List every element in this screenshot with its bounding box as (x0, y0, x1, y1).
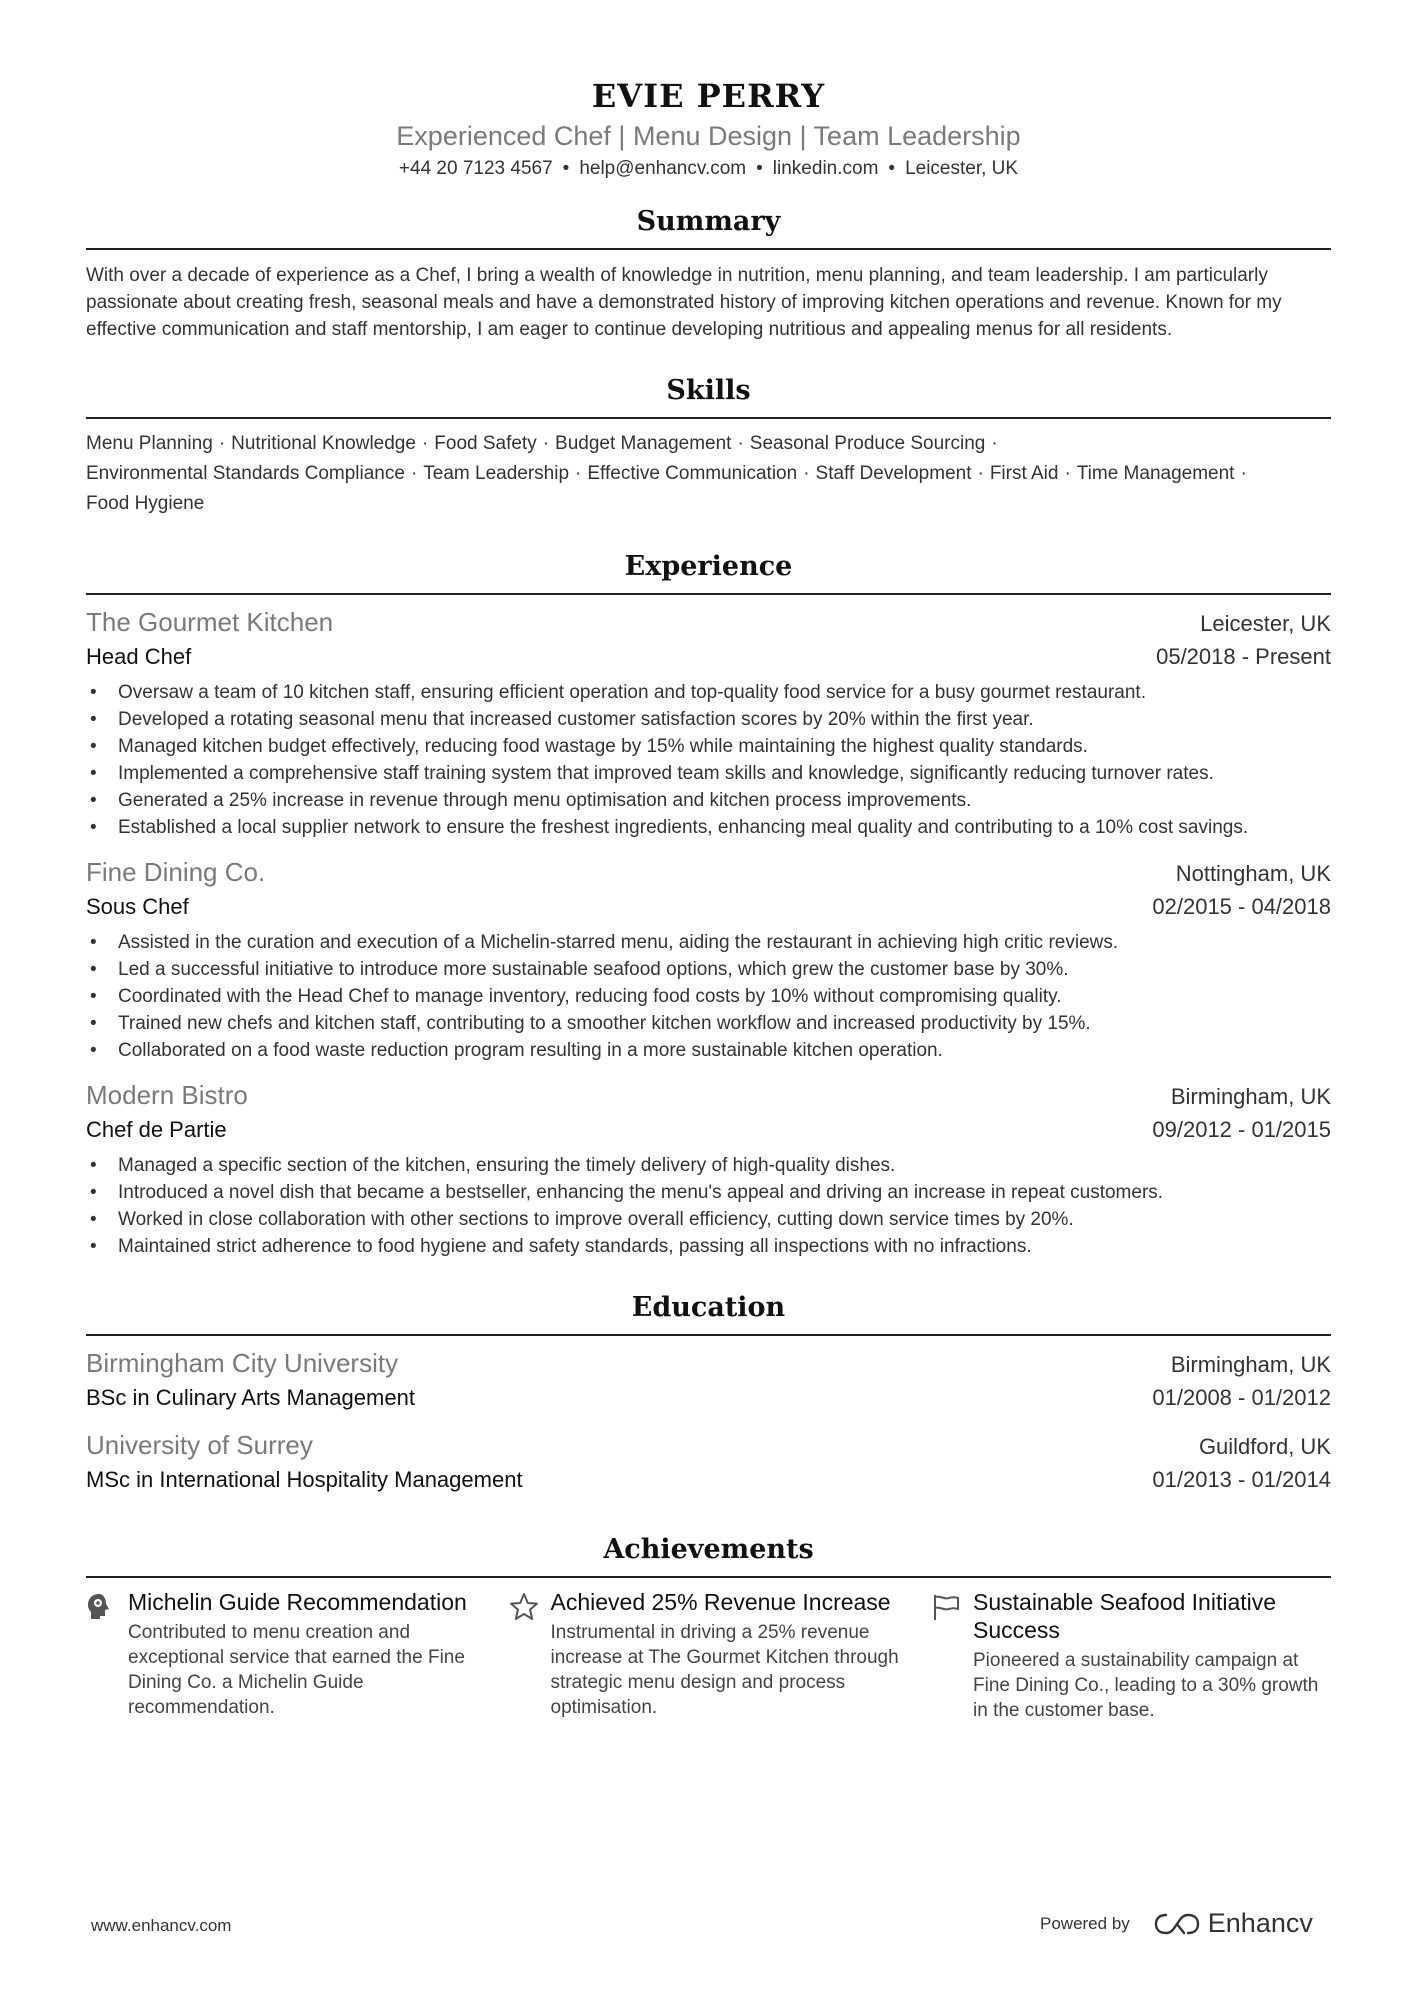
achievement-description: Contributed to menu creation and exceptional service that earned the Fine Dining Co. a Michelin Guide recommendation. (128, 1622, 465, 1718)
job-dates: 02/2015 - 04/2018 (1152, 894, 1331, 919)
education-dates: 01/2013 - 01/2014 (1152, 1467, 1331, 1492)
job-title: Sous Chef (86, 894, 189, 919)
company-name: Modern Bistro (86, 1080, 248, 1110)
achievement-title: Achieved 25% Revenue Increase (550, 1589, 891, 1615)
education-entry (86, 1346, 1331, 1414)
bullet-item: • Introduced a novel dish that became a bestseller, enhancing the menu's appeal and driving an increase in repeat customers. (86, 1179, 1331, 1206)
candidate-headline: Experienced Chef | Menu Design | Team Leadership (396, 121, 1021, 151)
powered-by-label: Powered by (1040, 1913, 1130, 1933)
bullet-item: • Generated a 25% increase in revenue through menu optimisation and kitchen process improvements. (86, 787, 1331, 814)
skills-line: Environmental Standards Compliance · Team Leadership · Effective Communication · Staff Development · First Aid · Time Management · (86, 463, 1247, 484)
summary-section (86, 204, 1331, 343)
experience-section (86, 549, 1331, 1260)
skill-item: Food Safety (434, 433, 537, 454)
location-text: Leicester, UK (905, 158, 1019, 179)
bullet-item: • Maintained strict adherence to food hygiene and safety standards, passing all inspections with no infractions. (86, 1233, 1331, 1260)
job-location: Leicester, UK (1200, 611, 1331, 636)
bullet-item: • Trained new chefs and kitchen staff, contributing to a smoother kitchen workflow and increased productivity by 15%. (86, 1010, 1331, 1037)
summary-text: With over a decade of experience as a Chef, I bring a wealth of knowledge in nutrition, menu planning, and team leadership. I am particularly passionate about creating fresh, seasonal meals and have a demonstrated history of improving kitchen operations and revenue. Known for my effective communication and staff mentorship, I am eager to continue developing nutritious and appealing menus for all residents. (86, 265, 1282, 340)
skills-line: Menu Planning · Nutritional Knowledge · Food Safety · Budget Management · Seasonal Produce Sourcing · (86, 433, 998, 454)
job-entry (86, 855, 1331, 1064)
skill-item: Menu Planning (86, 433, 213, 454)
achievements-grid (86, 1588, 1331, 1723)
skills-line (86, 489, 1331, 519)
section-title-skills: Skills (86, 373, 1331, 419)
bullet-item: • Established a local supplier network to ensure the freshest ingredients, enhancing meal quality and contributing to a 10% cost savings. (86, 814, 1331, 841)
footer-website-link[interactable]: www.enhancv.com (91, 1916, 232, 1935)
skill-item: Environmental Standards Compliance (86, 463, 405, 484)
skills-section (86, 373, 1331, 519)
skill-item: First Aid (989, 463, 1059, 484)
company-name: Fine Dining Co. (86, 857, 266, 887)
brand-name: Enhancv (1207, 1908, 1313, 1938)
bullet-item: • Worked in close collaboration with other sections to improve overall efficiency, cutting down service times by 20%. (86, 1206, 1331, 1233)
school-name: University of Surrey (86, 1430, 313, 1460)
achievement-item (931, 1588, 1331, 1723)
skills-list (86, 429, 1331, 519)
phone-number: +44 20 7123 4567 (398, 158, 553, 179)
school-name: Birmingham City University (86, 1348, 399, 1378)
job-bullets (86, 929, 1331, 1064)
bullet-item: • Developed a rotating seasonal menu that increased customer satisfaction scores by 20% within the first year. (86, 706, 1331, 733)
section-title-experience: Experience (86, 549, 1331, 595)
footer-branding (1040, 1908, 1313, 1939)
contact-line (86, 156, 1331, 182)
education-section (86, 1290, 1331, 1496)
bullet-item: • Led a successful initiative to introduce more sustainable seafood options, which grew the customer base by 30%. (86, 956, 1331, 983)
achievement-description: Instrumental in driving a 25% revenue increase at The Gourmet Kitchen through strategic menu design and process optimisation. (550, 1622, 899, 1718)
email-link[interactable]: help@enhancv.com (579, 158, 747, 179)
skill-item: Nutritional Knowledge (231, 433, 416, 454)
flag-icon (931, 1588, 973, 1723)
skill-item: Team Leadership (423, 463, 570, 484)
job-title: Head Chef (86, 644, 192, 669)
company-name: The Gourmet Kitchen (86, 607, 334, 637)
achievements-section (86, 1532, 1331, 1723)
achievement-description: Pioneered a sustainability campaign at Fine Dining Co., leading to a 30% growth in the customer base. (973, 1650, 1319, 1721)
bullet-item: • Coordinated with the Head Chef to manage inventory, reducing food costs by 10% without compromising quality. (86, 983, 1331, 1010)
bullet-item: • Managed kitchen budget effectively, reducing food wastage by 15% while maintaining the highest quality standards. (86, 733, 1331, 760)
skill-item: Effective Communication (587, 463, 798, 484)
enhancv-logo[interactable] (1154, 1908, 1313, 1939)
degree-name: BSc in Culinary Arts Management (86, 1385, 415, 1410)
job-location: Nottingham, UK (1175, 861, 1331, 886)
skill-item: Seasonal Produce Sourcing (749, 433, 986, 454)
school-location: Birmingham, UK (1170, 1352, 1331, 1377)
education-dates: 01/2008 - 01/2012 (1152, 1385, 1331, 1410)
job-entry (86, 605, 1331, 841)
bullet-item: • Oversaw a team of 10 kitchen staff, ensuring efficient operation and top-quality food service for a busy gourmet restaurant. (86, 679, 1331, 706)
resume-header (86, 0, 1331, 182)
degree-name: MSc in International Hospitality Management (86, 1467, 523, 1492)
section-title-achievements: Achievements (86, 1532, 1331, 1578)
bullet-item: • Implemented a comprehensive staff training system that improved team skills and knowledge, significantly reducing turnover rates. (86, 760, 1331, 787)
achievement-title: Michelin Guide Recommendation (128, 1589, 467, 1615)
skill-item: Food Hygiene (86, 493, 205, 514)
job-dates: 09/2012 - 01/2015 (1152, 1117, 1331, 1142)
enhancv-logo-icon (1154, 1911, 1200, 1937)
job-location: Birmingham, UK (1170, 1084, 1331, 1109)
chef-head-icon (86, 1588, 128, 1723)
bullet-item: • Managed a specific section of the kitchen, ensuring the timely delivery of high-quality dishes. (86, 1152, 1331, 1179)
bullet-item: • Collaborated on a food waste reduction program resulting in a more sustainable kitchen operation. (86, 1037, 1331, 1064)
skill-item: Staff Development (815, 463, 972, 484)
education-entry (86, 1428, 1331, 1496)
linkedin-link[interactable]: linkedin.com (772, 158, 879, 179)
section-title-summary: Summary (86, 204, 1331, 250)
bullet-item: • Assisted in the curation and execution of a Michelin-starred menu, aiding the restaurant in achieving high critic reviews. (86, 929, 1331, 956)
separator-dot: • (756, 158, 763, 179)
achievement-title: Sustainable Seafood Initiative Success (973, 1589, 1277, 1643)
achievement-item (86, 1588, 486, 1723)
achievement-item (509, 1588, 909, 1723)
school-location: Guildford, UK (1198, 1434, 1331, 1459)
separator-dot: • (888, 158, 896, 179)
star-icon (509, 1588, 551, 1723)
resume-page (86, 0, 1331, 1723)
skill-item: Time Management (1076, 463, 1235, 484)
job-entry (86, 1078, 1331, 1260)
job-dates: 05/2018 - Present (1156, 644, 1331, 669)
job-bullets (86, 1152, 1331, 1260)
separator-dot: • (562, 158, 570, 179)
job-bullets (86, 679, 1331, 841)
skill-item: Budget Management (555, 433, 732, 454)
job-title: Chef de Partie (86, 1117, 227, 1142)
section-title-education: Education (86, 1290, 1331, 1336)
candidate-name: EVIE PERRY (591, 77, 826, 115)
